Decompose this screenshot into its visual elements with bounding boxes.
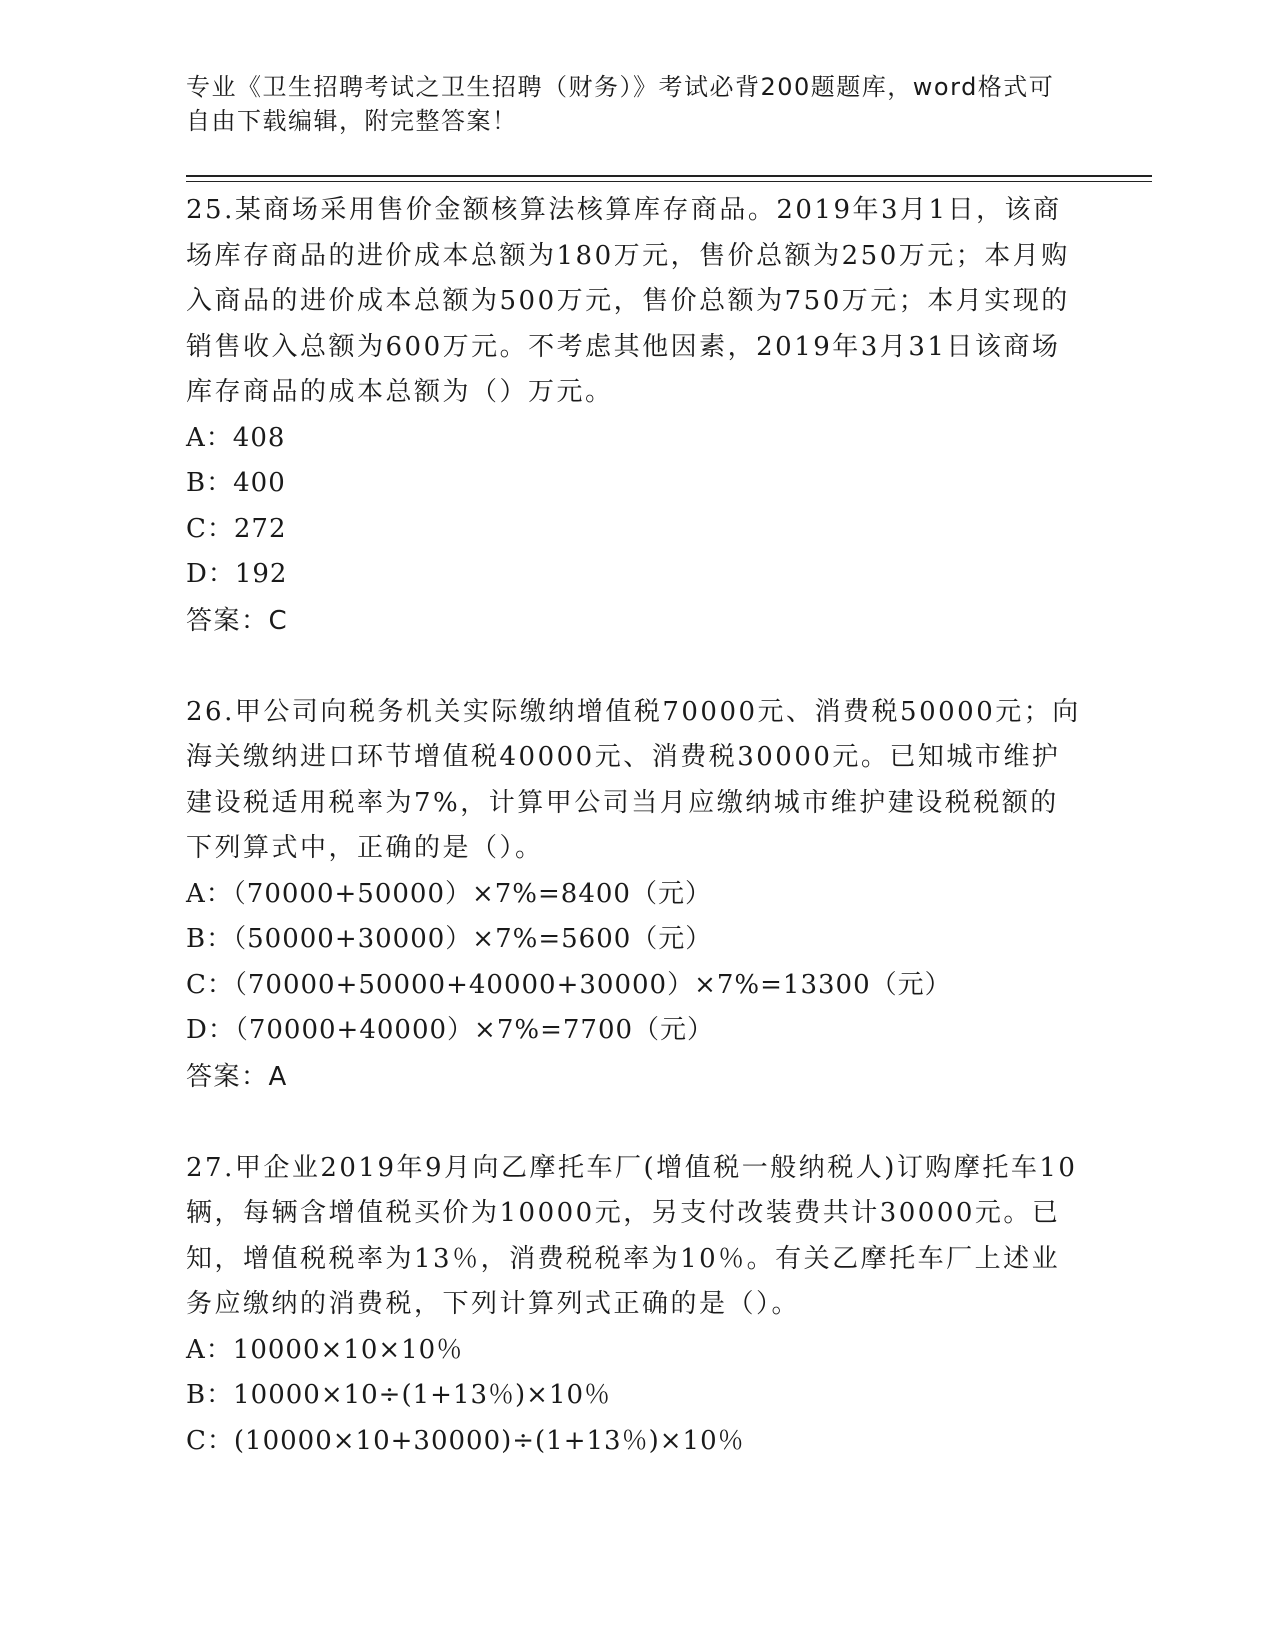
option-a: A：10000×10×10％ — [186, 1334, 464, 1365]
question-stem: 25.某商场采用售价金额核算法核算库存商品。2019年3月1日，该商场库存商品的进价成本总额为180万元，售价总额为250万元；本月购入商品的进价成本总额为500万元，售价总额为750万元；本月实现的销售收入总额为600万元。不考虑其他因素，2019年3月31日该商场库存商品的成本总额为（）万元。 — [186, 195, 1070, 407]
header-rule-thick — [186, 175, 1152, 177]
page-header: 专业《卫生招聘考试之卫生招聘（财务）》考试必背200题题库，word格式可自由下载编辑，附完整答案！ — [186, 73, 1055, 135]
option-c: C：（70000+50000+40000+30000）×7%=13300（元） — [186, 969, 952, 1000]
option-a: A：408 — [186, 422, 286, 453]
question-stem: 27.甲企业2019年9月向乙摩托车厂(增值税一般纳税人)订购摩托车10辆，每辆含增值税买价为10000元，另支付改装费共计30000元。已知，增值税税率为13％，消费税税率为10％。有关乙摩托车厂上述业务应缴纳的消费税，下列计算列式正确的是（）。 — [186, 1152, 1078, 1319]
option-c: C：(10000×10+30000)÷(1+13％)×10％ — [186, 1425, 745, 1456]
header-rule-thin — [186, 181, 1152, 182]
option-a: A：（70000+50000）×7%=8400（元） — [186, 878, 712, 909]
option-b: B：（50000+30000）×7%=5600（元） — [186, 924, 713, 954]
question-26 — [186, 690, 1086, 1100]
answer-line: 答案：A — [186, 1061, 288, 1092]
question-25 — [186, 188, 1086, 644]
question-list — [186, 188, 1086, 1464]
option-d: D：192 — [186, 559, 288, 589]
option-b: B：400 — [186, 468, 286, 498]
option-d: D：（70000+40000）×7%=7700（元） — [186, 1015, 715, 1045]
question-27 — [186, 1146, 1086, 1465]
answer-line: 答案：C — [186, 605, 289, 636]
question-stem: 26.甲公司向税务机关实际缴纳增值税70000元、消费税50000元；向海关缴纳进口环节增值税40000元、消费税30000元。已知城市维护建设税适用税率为7%，计算甲公司当月应缴纳城市维护建设税税额的下列算式中，正确的是（）。 — [186, 696, 1081, 863]
option-c: C：272 — [186, 513, 287, 544]
option-b: B：10000×10÷(1+13％)×10％ — [186, 1380, 612, 1410]
